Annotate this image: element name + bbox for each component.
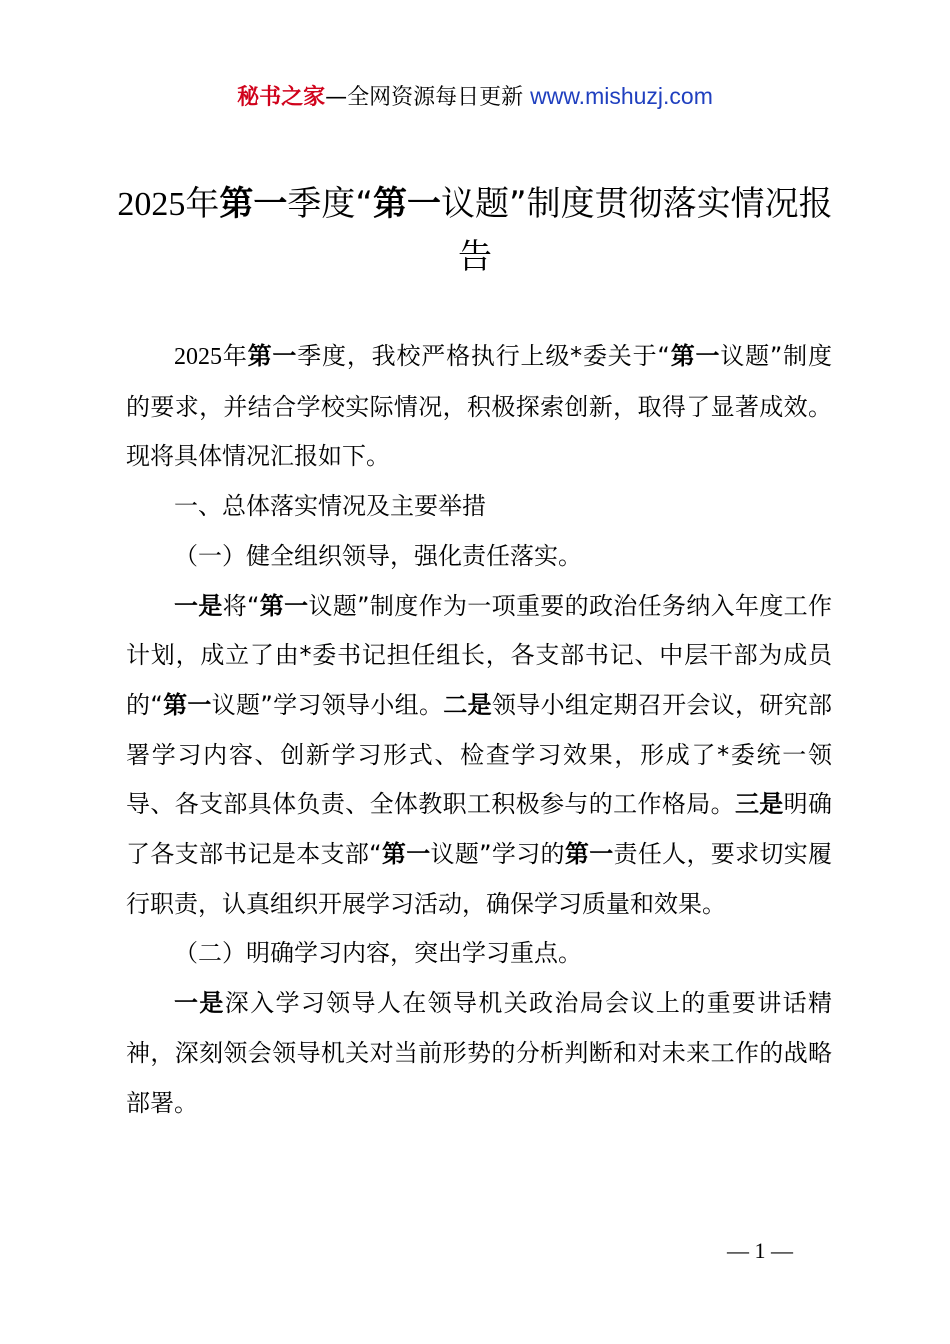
bold-run: 第一 <box>564 840 614 869</box>
text-run: 议题”学习的 <box>430 840 565 869</box>
text-run: 季度，我校严格执行上级*委关于“ <box>297 342 670 370</box>
text-run: 将“ <box>222 591 260 620</box>
text-run: 领导小组定期召开会议，研究部署学习内容、创新学习形式、检查学习效果，形成了*委统一领导、各支部具体负责、全体教职工积极参与的工作格局。 <box>126 690 833 819</box>
text-run: 议题”制度的要求，并结合学校实际情况，积极探索创新，取得了显著成效。现将具体情况汇报如下。 <box>126 342 832 471</box>
bold-run: 第一 <box>669 342 721 370</box>
subsection-paragraph <box>126 979 832 1128</box>
site-url[interactable]: www.mishuzj.com <box>530 83 713 109</box>
title-text: 议题”制度贯彻落实情况报告 <box>441 184 833 277</box>
bold-run: 第一 <box>162 690 212 719</box>
document-body <box>126 332 832 1128</box>
title-bold: 第一 <box>373 184 441 224</box>
title-year: 2025 <box>117 186 186 223</box>
subsection-heading: （二）明确学习内容，突出学习重点。 <box>174 939 582 968</box>
text-run: 明确了各支部书记是本支部“ <box>126 790 833 869</box>
bold-run: 一是 <box>174 591 223 620</box>
text-run: 议题”学习领导小组。 <box>211 690 444 719</box>
title-text: 季度“ <box>287 184 373 224</box>
bold-run: 第一 <box>259 591 309 620</box>
title-bold: 第一 <box>219 184 288 224</box>
subsection-paragraph <box>126 582 832 930</box>
page-number: — 1 — <box>727 1238 793 1263</box>
section-heading: 一、总体落实情况及主要举措 <box>174 492 486 521</box>
bold-run: 第一 <box>381 840 431 869</box>
document-title <box>110 178 840 283</box>
intro-paragraph <box>126 332 832 482</box>
text-run: 深入学习领导人在领导机关政治局会议上的重要讲话精神，深刻领会领导机关对当前形势的分析判断和对未来工作的战略部署。 <box>126 989 833 1117</box>
text-run: 年 <box>222 342 248 370</box>
intro-year: 2025 <box>174 344 222 370</box>
bold-run: 二是 <box>443 690 492 719</box>
text-run: 议题”制度作为一项重要的政治任务纳入年度工作计划，成立了由*委书记担任组长，各支部书记、中层干部为成员的“ <box>126 591 833 719</box>
header-slogan: —全网资源每日更新 <box>325 85 531 110</box>
text-run: 责任人，要求切实履行职责，认真组织开展学习活动，确保学习质量和效果。 <box>126 840 833 918</box>
bold-run: 第一 <box>247 342 298 370</box>
title-text: 年 <box>185 184 220 224</box>
bold-run: 一是 <box>174 989 225 1018</box>
brand-name: 秘书之家 <box>237 85 326 110</box>
bold-run: 三是 <box>734 790 784 819</box>
subsection-heading: （一）健全组织领导，强化责任落实。 <box>174 541 582 570</box>
site-header <box>0 80 950 114</box>
